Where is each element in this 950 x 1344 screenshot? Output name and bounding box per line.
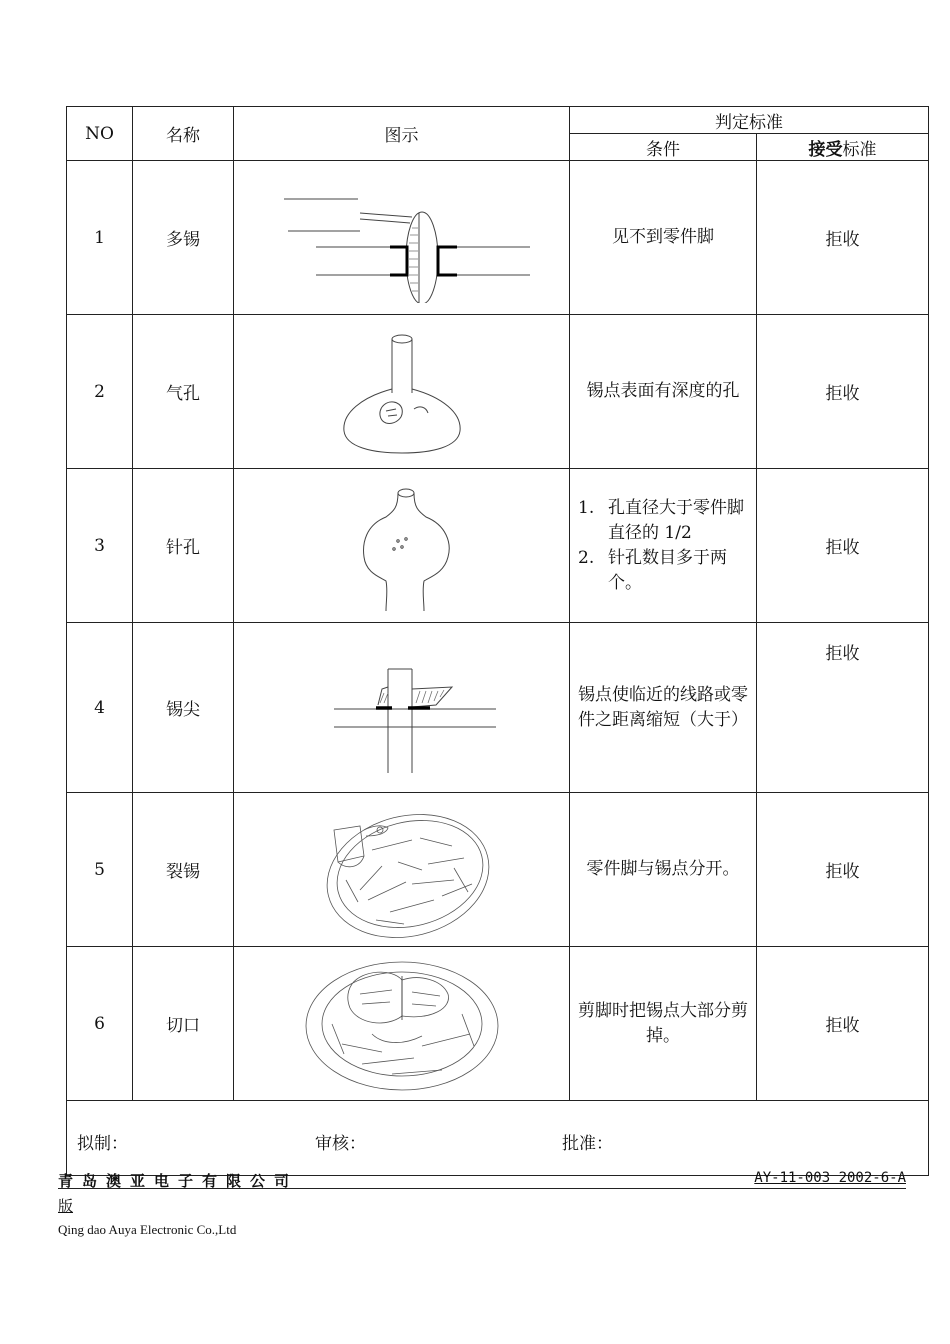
cracked-solder-drawing xyxy=(234,793,570,947)
row-no: 5 xyxy=(67,793,133,947)
header-no: NO xyxy=(67,107,133,161)
table-row xyxy=(67,315,929,469)
row-no: 3 xyxy=(67,469,133,623)
row-condition: 锡点表面有深度的孔 xyxy=(570,315,757,469)
cut-solder-drawing xyxy=(234,947,570,1101)
row-result: 拒收 xyxy=(757,469,929,623)
header-figure: 图示 xyxy=(234,107,570,161)
row-no: 1 xyxy=(67,161,133,315)
blowhole-drawing xyxy=(234,315,570,469)
row-result: 拒收 xyxy=(757,623,929,793)
row-condition-list xyxy=(570,469,757,623)
row-name: 裂锡 xyxy=(133,793,234,947)
condition-item: 2. 针孔数目多于两个。 xyxy=(578,547,727,593)
pinhole-drawing xyxy=(234,469,570,623)
row-no: 2 xyxy=(67,315,133,469)
table-row xyxy=(67,623,929,793)
signature-row xyxy=(67,1101,929,1176)
row-condition: 零件脚与锡点分开。 xyxy=(570,793,757,947)
row-name: 多锡 xyxy=(133,161,234,315)
company-name: 青岛澳亚电子有限公司 xyxy=(58,1172,299,1190)
drafted-label: 拟制： xyxy=(77,1134,128,1154)
inspection-sheet xyxy=(66,106,928,1176)
row-condition: 见不到零件脚 xyxy=(570,161,757,315)
company-name-english: Qing dao Auya Electronic Co.,Ltd xyxy=(58,1222,237,1237)
header-criteria: 判定标准 xyxy=(570,107,929,134)
header-accept-bold: 接受 xyxy=(808,139,843,160)
solder-spike-drawing xyxy=(234,623,570,793)
reviewed-label: 审核： xyxy=(315,1134,366,1154)
page-footer xyxy=(58,1170,906,1238)
table-row xyxy=(67,161,929,315)
row-name: 切口 xyxy=(133,947,234,1101)
row-result: 拒收 xyxy=(757,161,929,315)
version-label: 版 xyxy=(58,1197,74,1215)
table-row xyxy=(67,793,929,947)
row-result: 拒收 xyxy=(757,315,929,469)
row-condition: 剪脚时把锡点大部分剪掉。 xyxy=(570,947,757,1101)
document-code: AY-11-003 2002-6-A xyxy=(754,1170,906,1186)
table-row xyxy=(67,469,929,623)
row-name: 针孔 xyxy=(133,469,234,623)
row-name: 气孔 xyxy=(133,315,234,469)
row-result: 拒收 xyxy=(757,793,929,947)
criteria-table xyxy=(66,106,929,1176)
header-accept xyxy=(757,134,929,161)
header-condition: 条件 xyxy=(570,134,757,161)
header-name: 名称 xyxy=(133,107,234,161)
row-result: 拒收 xyxy=(757,947,929,1101)
row-condition: 锡点使临近的线路或零件之距离缩短（大于） xyxy=(570,623,757,793)
row-no: 6 xyxy=(67,947,133,1101)
approved-label: 批准： xyxy=(562,1134,613,1154)
excess-solder-drawing xyxy=(234,161,570,315)
row-no: 4 xyxy=(67,623,133,793)
header-accept-rest: 标准 xyxy=(842,139,877,160)
row-name: 锡尖 xyxy=(133,623,234,793)
table-row xyxy=(67,947,929,1101)
condition-item: 1. 孔直径大于零件脚直径的 1/2 xyxy=(578,497,744,543)
